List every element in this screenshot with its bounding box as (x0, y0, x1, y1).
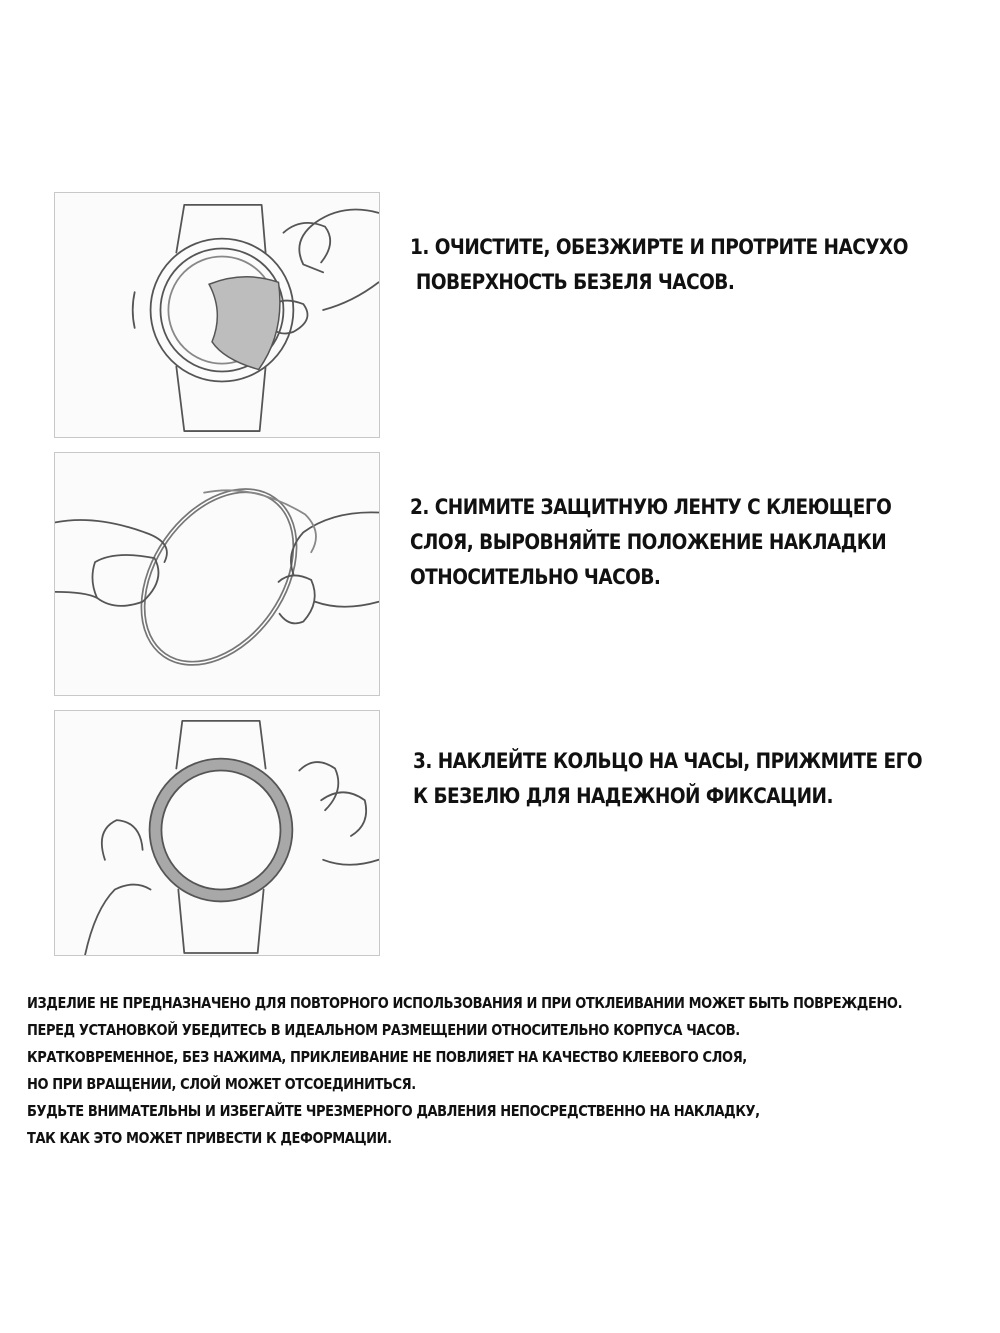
warning-notes (27, 990, 902, 1152)
right-hand-outline (323, 860, 379, 865)
applying-ring-illustration (55, 711, 379, 955)
step-3-text (413, 744, 922, 814)
step-1-text (410, 230, 908, 300)
step-1-line-2: ПОВЕРХНОСТЬ БЕЗЕЛЯ ЧАСОВ. (410, 270, 735, 294)
watch-cleaning-illustration (55, 193, 379, 437)
left-hand-outline (85, 885, 150, 955)
step-3-line-2: К БЕЗЕЛЮ ДЛЯ НАДЕЖНОЙ ФИКСАЦИИ. (413, 784, 833, 808)
step-3-illustration (54, 710, 380, 956)
step-2-text (410, 490, 891, 595)
note-line-6: ТАК КАК ЭТО МОЖЕТ ПРИВЕСТИ К ДЕФОРМАЦИИ. (27, 1129, 392, 1147)
step-1-line-1: 1. ОЧИСТИТЕ, ОБЕЗЖИРТЕ И ПРОТРИТЕ НАСУХО (410, 235, 908, 259)
watch-face (161, 771, 280, 890)
note-line-2: ПЕРЕД УСТАНОВКОЙ УБЕДИТЕСЬ В ИДЕАЛЬНОМ РАЗМЕЩЕНИИ ОТНОСИТЕЛЬНО КОРПУСА ЧАСОВ. (27, 1021, 740, 1039)
note-line-1: ИЗДЕЛИЕ НЕ ПРЕДНАЗНАЧЕНО ДЛЯ ПОВТОРНОГО ИСПОЛЬЗОВАНИЯ И ПРИ ОТКЛЕИВАНИИ МОЖЕТ БЫТЬ ПОВРЕЖДЕНО. (27, 994, 903, 1012)
watch-strap-bottom (176, 367, 265, 431)
step-2-line-1: 2. СНИМИТЕ ЗАЩИТНУЮ ЛЕНТУ С КЛЕЮЩЕГО (410, 495, 892, 519)
step-2-illustration (54, 452, 380, 696)
finger-1 (283, 223, 330, 263)
step-3-line-1: 3. НАКЛЕЙТЕ КОЛЬЦО НА ЧАСЫ, ПРИЖМИТЕ ЕГО (413, 749, 923, 773)
bezel-ring-highlight (112, 462, 327, 692)
cleaning-cloth (209, 277, 280, 370)
right-finger-1 (299, 762, 338, 810)
hand-outline-1 (299, 210, 378, 273)
right-hand-outline (291, 512, 379, 574)
note-line-4: НО ПРИ ВРАЩЕНИИ, СЛОЙ МОЖЕТ ОТСОЕДИНИТЬСЯ. (27, 1075, 416, 1093)
right-thumb (278, 575, 314, 623)
left-finger (102, 820, 143, 860)
hand-outline-2 (323, 282, 379, 310)
right-finger-2 (321, 792, 366, 836)
watch-side (133, 292, 135, 328)
right-wrist (315, 602, 378, 607)
note-line-3: КРАТКОВРЕМЕННОЕ, БЕЗ НАЖИМА, ПРИКЛЕИВАНИЕ НЕ ПОВЛИЯЕТ НА КАЧЕСТВО КЛЕЕВОГО СЛОЯ, (27, 1048, 747, 1066)
peeling-tape-illustration (55, 453, 379, 695)
note-line-5: БУДЬТЕ ВНИМАТЕЛЬНЫ И ИЗБЕГАЙТЕ ЧРЕЗМЕРНОГО ДАВЛЕНИЯ НЕПОСРЕДСТВЕННО НА НАКЛАДКУ, (27, 1102, 760, 1120)
step-2-line-2: СЛОЯ, ВЫРОВНЯЙТЕ ПОЛОЖЕНИЕ НАКЛАДКИ (410, 530, 887, 554)
step-2-line-3: ОТНОСИТЕЛЬНО ЧАСОВ. (410, 565, 661, 589)
left-wrist (55, 592, 97, 598)
step-1-illustration (54, 192, 380, 438)
protective-tape (204, 490, 316, 552)
